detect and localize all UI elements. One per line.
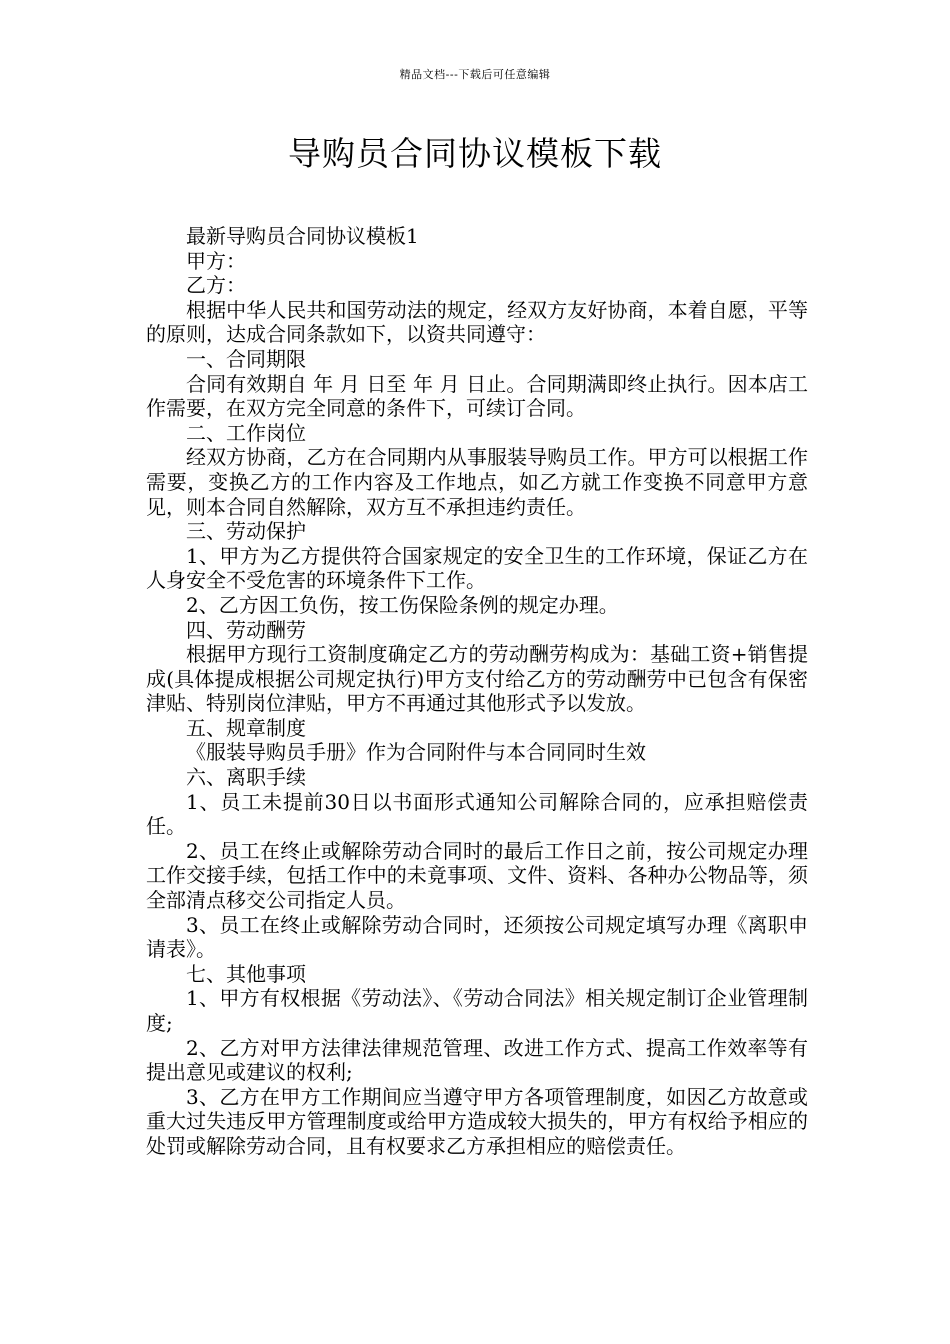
paragraph: 《服装导购员手册》作为合同附件与本合同同时生效 <box>186 740 646 765</box>
paragraph: 1、甲方有权根据《劳动法》、《劳动合同法》相关规定制订企业管理制度; <box>146 986 808 1035</box>
paragraph: 经双方协商，乙方在合同期内从事服装导购员工作。甲方可以根据工作需要，变换乙方的工作内容及工作地点，如乙方就工作变换不同意甲方意见，则本合同自然解除，双方互不承担违约责任。 <box>146 445 808 519</box>
paragraph: 3、乙方在甲方工作期间应当遵守甲方各项管理制度，如因乙方故意或重大过失违反甲方管理制度或给甲方造成较大损失的，甲方有权给予相应的处罚或解除劳动合同，且有权要求乙方承担相应的赔偿责任。 <box>146 1084 808 1158</box>
page-header: 精品文档---下载后可任意编辑 <box>399 68 551 81</box>
section-heading: 三、劳动保护 <box>186 519 306 544</box>
section-heading: 七、其他事项 <box>186 961 306 986</box>
paragraph: 2、乙方对甲方法律法律规范管理、改进工作方式、提高工作效率等有提出意见或建议的权利; <box>146 1035 808 1085</box>
paragraph: 最新导购员合同协议模板1 <box>186 224 419 248</box>
paragraph: 合同有效期自 年 月 日至 年 月 日止。合同期满即终止执行。因本店工作需要，在双方完全同意的条件下，可续订合同。 <box>146 371 808 421</box>
paragraph: 乙方： <box>186 273 246 298</box>
section-heading: 一、合同期限 <box>186 346 306 371</box>
document-title: 导购员合同协议模板下载 <box>288 134 662 173</box>
section-heading: 四、劳动酬劳 <box>186 617 306 642</box>
section-heading: 五、规章制度 <box>186 715 306 740</box>
document-body <box>146 224 808 1159</box>
paragraph: 1、员工未提前30日以书面形式通知公司解除合同的，应承担赔偿责任。 <box>146 789 808 839</box>
paragraph: 甲方： <box>186 248 246 273</box>
paragraph: 2、乙方因工负伤，按工伤保险条例的规定办理。 <box>186 592 619 617</box>
section-heading: 六、离职手续 <box>186 765 306 790</box>
paragraph: 根据中华人民共和国劳动法的规定，经双方友好协商，本着自愿，平等的原则，达成合同条款如下，以资共同遵守： <box>146 297 808 347</box>
paragraph: 根据甲方现行工资制度确定乙方的劳动酬劳构成为：基础工资+销售提成(具体提成根据公司规定执行)甲方支付给乙方的劳动酬劳中已包含有保密津贴、特别岗位津贴，甲方不再通过其他形式予以发放。 <box>146 642 808 716</box>
paragraph: 3、员工在终止或解除劳动合同时，还须按公司规定填写办理《离职申请表》。 <box>146 912 808 962</box>
section-heading: 二、工作岗位 <box>186 420 306 445</box>
paragraph: 1、甲方为乙方提供符合国家规定的安全卫生的工作环境，保证乙方在人身安全不受危害的环境条件下工作。 <box>146 543 808 593</box>
paragraph: 2、员工在终止或解除劳动合同时的最后工作日之前，按公司规定办理工作交接手续，包括工作中的未竟事项、文件、资料、各种办公物品等，须全部清点移交公司指定人员。 <box>146 838 808 913</box>
